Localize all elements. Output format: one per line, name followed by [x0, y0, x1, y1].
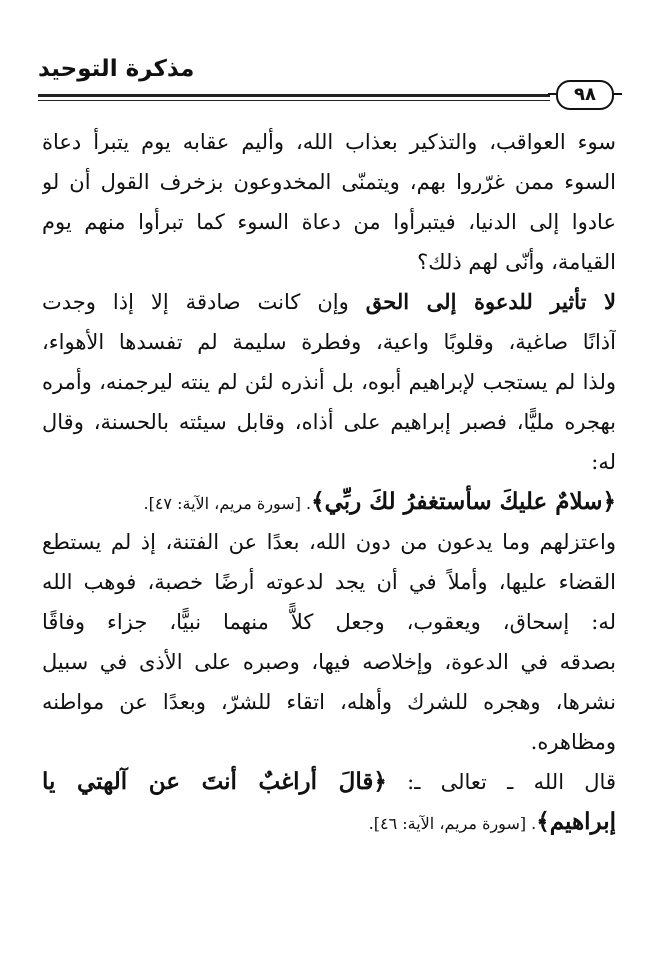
- text-line: واعتزلهم وما يدعون من دون الله، بعدًا عن الفتنة، إذ لم يستطع: [42, 530, 616, 554]
- header-rule-thin: [38, 100, 550, 101]
- header-rule: [38, 94, 550, 97]
- paragraph-heading-line: [42, 282, 616, 322]
- page-number-frame: [550, 80, 620, 110]
- text-line: بصدقه في الدعوة، وإخلاصه فيها، وصبره على الأذى في سبيل: [42, 650, 616, 674]
- text-line: سوء العواقب، والتذكير بعذاب الله، وأليم عقابه يوم يتبرأ دعاة: [42, 130, 616, 154]
- text-line: عادوا إلى الدنيا، فيتبرأوا من دعاة السوء كما تبرأوا منهم يوم: [42, 210, 616, 234]
- text-line: ومظاهره.: [530, 730, 616, 754]
- page-number-dash-right: [614, 93, 622, 95]
- text-line: القضاء عليها، وأملاً في أن يجد لدعوته أرضًا خصبة، فوهب الله: [42, 570, 616, 594]
- verse-line: [42, 802, 616, 842]
- page-number-dash-left: [548, 93, 556, 95]
- verse-reference: . [سورة مريم، الآية: ٤٦].: [368, 814, 537, 833]
- book-title: مذكرة التوحيد: [38, 56, 195, 82]
- verse-intro: قال الله ـ تعالى ـ:: [386, 770, 616, 794]
- page-header: [38, 50, 620, 108]
- page-body: [42, 122, 616, 842]
- text-run: وإن كانت صادقة إلا إذا وجدت: [42, 290, 366, 314]
- verse-reference: . [سورة مريم، الآية: ٤٧].: [143, 494, 312, 513]
- text-line: له:: [591, 450, 616, 474]
- text-line: بهجره مليًّا، فصبر إبراهيم على أذاه، وقابل سيئته بالحسنة، وقال: [42, 410, 616, 434]
- quran-verse-end: إبراهيم﴾: [536, 808, 616, 835]
- verse-line: [42, 762, 616, 802]
- quran-verse: ﴿قالَ أراغبٌ أنتَ عن آلهتي يا: [42, 768, 387, 795]
- text-line: آذانًا صاغية، وقلوبًا واعية، وفطرة سليمة لم تفسدها الأهواء،: [42, 330, 616, 354]
- page-number: ٩٨: [556, 80, 614, 110]
- text-line: له: إسحاق، ويعقوب، وجعل كلاًّ منهما نبيًّا، جزاء وفاقًا: [42, 610, 616, 634]
- text-line: نشرها، وهجره للشرك وأهله، اتقاء للشرّ، وبعدًا عن مواطنه: [42, 690, 616, 714]
- text-line: القيامة، وأنّى لهم ذلك؟: [417, 250, 616, 274]
- quran-verse: ﴿سلامٌ عليكَ سأستغفرُ لكَ ربِّي﴾: [311, 488, 616, 515]
- text-line: السوء ممن غرّروا بهم، ويتمنّى المخدوعون بزخرف القول أن لو: [42, 170, 616, 194]
- text-line: ولذا لم يستجب لإبراهيم أبوه، بل أنذره لئن لم ينته ليرجمنه، وأمره: [42, 370, 616, 394]
- paragraph-lead: لا تأثير للدعوة إلى الحق: [365, 289, 616, 314]
- verse-line: [42, 482, 616, 522]
